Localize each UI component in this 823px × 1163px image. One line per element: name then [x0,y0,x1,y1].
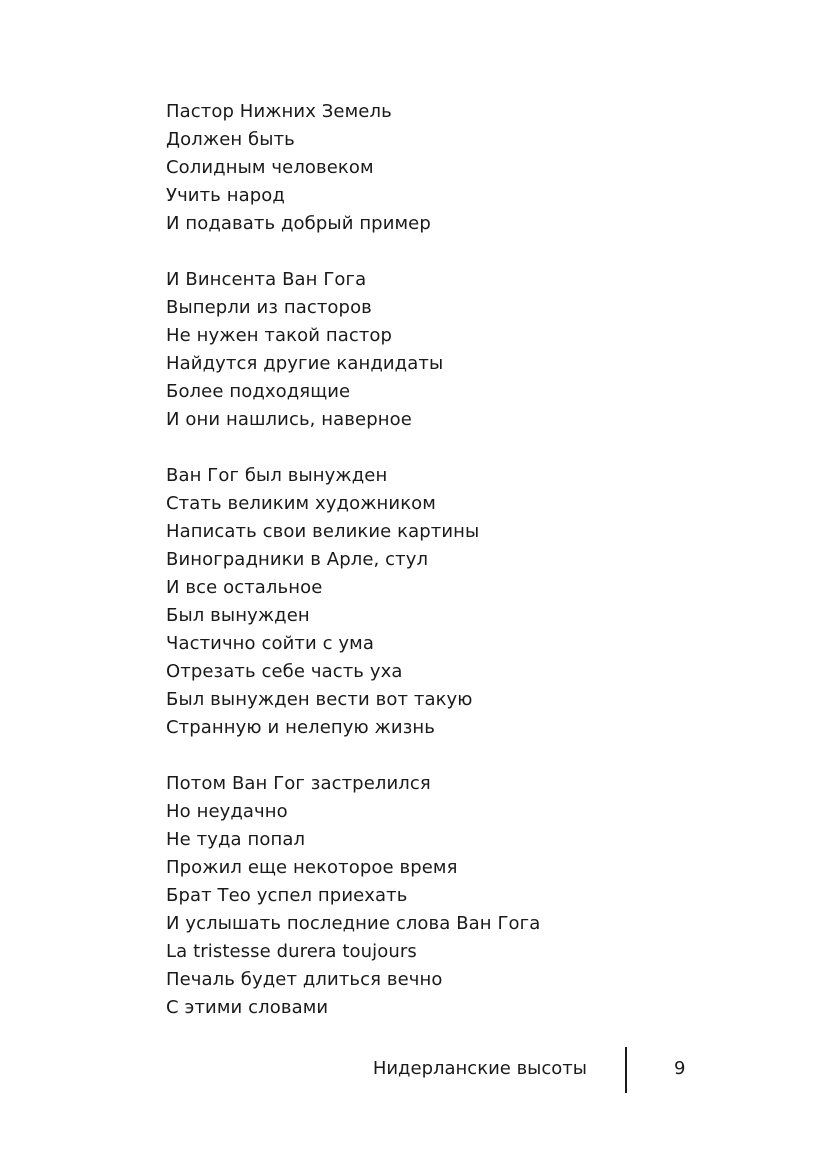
running-footer-title: Нидерланские высоты [372,1058,587,1079]
poem-line: Был вынужден [166,605,310,626]
poem-line: Выперли из пасторов [166,297,372,318]
poem-line: Более подходящие [166,381,351,402]
footer-divider [625,1047,627,1093]
poem-body [166,98,726,1050]
poem-line: Прожил еще некоторое время [166,857,458,878]
poem-line: Солидным человеком [166,157,374,178]
poem-line: Но неудачно [166,801,288,822]
poem-line: Был вынужден вести вот такую [166,689,473,710]
poem-line: Не нужен такой пастор [166,325,393,346]
poem-line: La tristesse durera toujours [166,941,417,962]
poem-line: Стать великим художником [166,493,436,514]
poem-line: Написать свои великие картины [166,521,480,542]
poem-line: Печаль будет длиться вечно [166,969,443,990]
stanza-3 [166,462,726,742]
poem-line: Пастор Нижних Земель [166,101,392,122]
poem-line: Частично сойти с ума [166,633,374,654]
stanza-1 [166,98,726,238]
poem-line: Виноградники в Арле, стул [166,549,429,570]
poem-line: Отрезать себе часть уха [166,661,403,682]
poem-line: Брат Тео успел приехать [166,885,408,906]
poem-line: И услышать последние слова Ван Гога [166,913,541,934]
poem-line: Учить народ [166,185,285,206]
poem-line: Ван Гог был вынужден [166,465,388,486]
poem-line: И Винсента Ван Гога [166,269,367,290]
poem-line: Странную и нелепую жизнь [166,717,435,738]
poem-line: С этими словами [166,997,329,1018]
poem-line: Найдутся другие кандидаты [166,353,444,374]
poem-line: И они нашлись, наверное [166,409,412,430]
stanza-2 [166,266,726,434]
stanza-4 [166,770,726,1022]
poem-line: И все остальное [166,577,323,598]
poem-line: Потом Ван Гог застрелился [166,773,431,794]
page-number: 9 [674,1058,686,1079]
poem-line: И подавать добрый пример [166,213,431,234]
poem-line: Не туда попал [166,829,306,850]
poem-line: Должен быть [166,129,295,150]
